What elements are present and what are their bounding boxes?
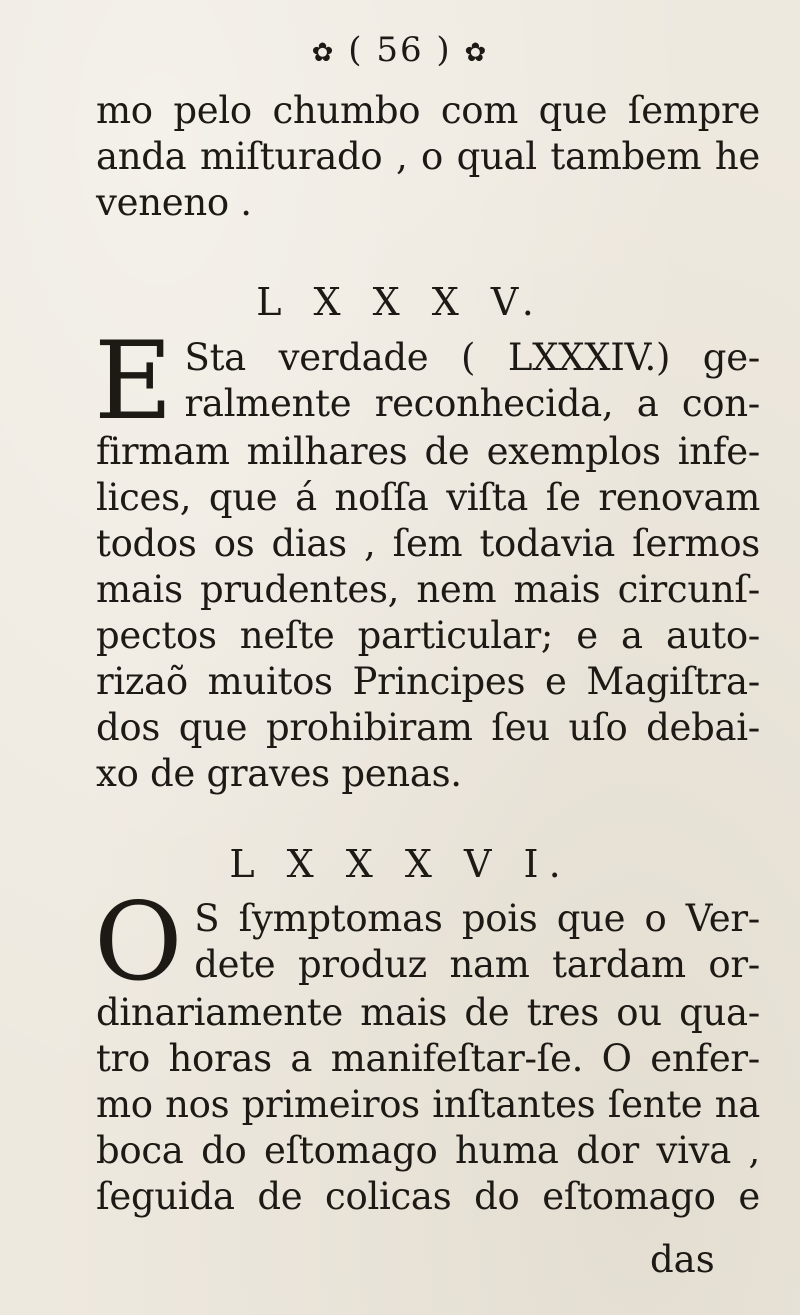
text-line: S ſymptomas pois que o Ver- <box>194 897 760 940</box>
text-line: dos que prohibiram ſeu uſo debai- <box>96 706 760 749</box>
section-heading-lxxxvi: L X X X V I. <box>229 842 571 886</box>
ornament-left-icon: ✿ <box>311 38 336 68</box>
text-line: tro horas a manifeſtar-ſe. O enfer- <box>96 1037 760 1080</box>
text-line: xo de graves penas. <box>96 752 462 795</box>
page-number: ( 56 ) <box>348 30 452 70</box>
page-folio <box>0 30 800 70</box>
text-line: mais prudentes, nem mais circunſ- <box>96 568 760 611</box>
text-line: rizaõ muitos Principes e Magiſtra- <box>96 660 760 703</box>
text-line: Sta verdade ( LXXXIV.) ge- <box>184 336 760 379</box>
text-line: dinariamente mais de tres ou qua- <box>96 991 760 1034</box>
text-line: anda miſturado , o qual tambem he <box>96 135 760 178</box>
catchword: das <box>650 1238 715 1281</box>
section-paragraph-lxxxv <box>94 319 760 797</box>
continuation-paragraph <box>96 88 760 226</box>
section-paragraph-lxxxvi <box>94 880 760 1220</box>
drop-capital: O <box>94 880 183 1005</box>
ornament-right-icon: ✿ <box>464 38 489 68</box>
text-line: ſeguida de colicas do eſtomago e <box>96 1175 760 1218</box>
text-line: todos os dias , ſem todavia ſermos <box>96 522 760 565</box>
text-line: mo pelo chumbo com que ſempre <box>96 89 760 132</box>
text-line: firmam milhares de exemplos infe- <box>96 430 760 473</box>
text-line: veneno . <box>96 181 252 224</box>
drop-capital: E <box>94 319 173 444</box>
text-line: dete produz nam tardam or- <box>194 943 760 986</box>
text-line: mo nos primeiros inſtantes ſente na <box>96 1083 760 1126</box>
text-line: boca do eſtomago huma dor viva , <box>96 1129 760 1172</box>
text-line: ralmente reconhecida, a con- <box>184 382 760 425</box>
section-heading-lxxxv: L X X X V. <box>256 280 544 324</box>
text-line: pectos neſte particular; e a auto- <box>96 614 760 657</box>
text-line: lices, que á noſſa viſta ſe renovam <box>96 476 760 519</box>
